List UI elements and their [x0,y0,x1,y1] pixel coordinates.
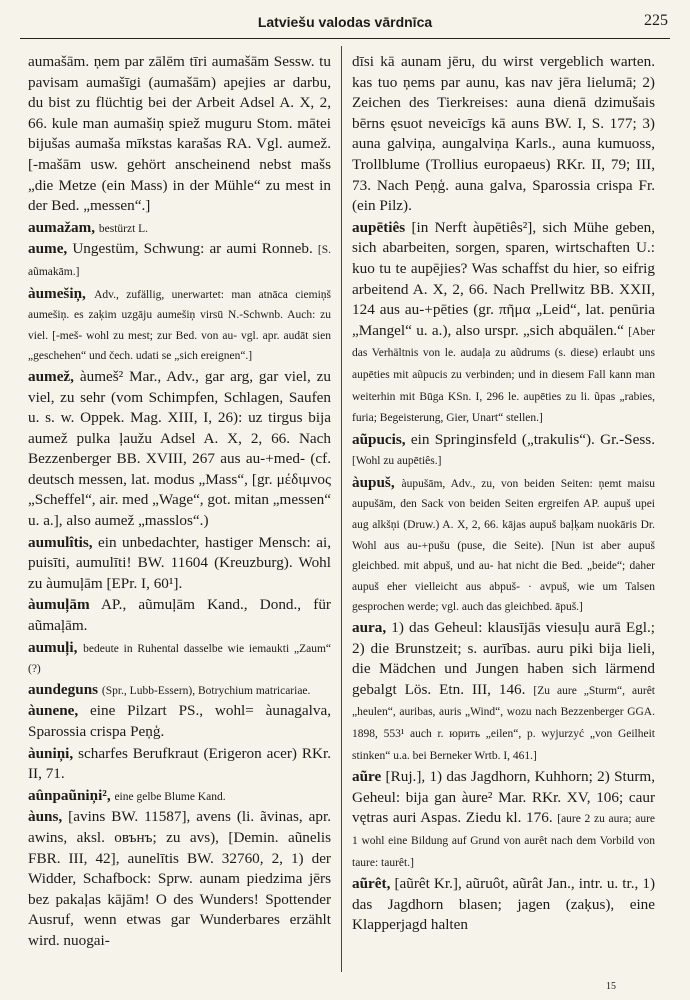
signature-mark: 15 [606,981,616,992]
dictionary-entry [352,52,655,217]
entry-headword: aumažam, [28,218,96,236]
dictionary-entry [352,874,655,936]
entry-small-print: [Zu aure „Sturm“, aurêt „heulen“, auribas, auris „Wind“, wozu nach Bezzenberger GGA. 1898, 553¹ auch r. юрить „eilen“, p. wyjurzyć „von Geilheit stinken“ u.a. bei Berneker Wrtb. I, 461.] [352,684,655,762]
dictionary-entry [352,618,655,766]
entry-headword: àupuš, [352,473,395,491]
entry-text: [avins BW. 11587], avens (li. ãvinas, apr. awins, aksl. овънъ; zu avs), [Demin. aũnelis FBR. III, 42], aunelītis BW. 32760, 2, 1) der Widder, Schafbock: Sprw. aunam piedzima jērs bez pakaļas kājām! O des Wunders! Spottender Ausruf, wenn etwas gar Wunderbares erzählt wird. nuogai- [28,808,331,949]
dictionary-entry [352,430,655,472]
page-number: 225 [644,12,668,29]
entry-small-print: [S. aũmakām.] [28,244,331,278]
entry-headword: àumuļām [28,596,90,614]
entry-headword: aûnpaũniņi², [28,786,111,804]
entry-headword: aura, [352,619,387,637]
dictionary-entry [28,638,331,679]
dictionary-entry [28,52,331,217]
entry-headword: aũpucis, [352,430,406,448]
entry-small-print: bedeute in Ruhental dasselbe wie iemaukti „Zaum“ (?) [28,642,331,676]
entry-text: 1) das Geheul: klausījās viesuļu aurā Egl.; 2) die Brunstzeit; s. aurības. auru piki bija lieli, die Mädchen und Jungen haben sich lärmend gebalgt Lös. Etn. III, 146. [352,619,655,698]
dictionary-entry [28,680,331,701]
entry-headword: aũrêt, [352,875,391,893]
entry-headword: aupētiês [352,218,406,236]
dictionary-entry [352,218,655,429]
entry-text: àumeš² Mar., Adv., gar arg, gar viel, zu viel, zu sehr (vom Schimpfen, Schlagen, Saufen u. s. w. Oppek. Mag. XIII, I, 26): uz tirgus bija aumež pulka ļaužu Adsel A. X, 2, 66. Nach Bezzenberger BB. XVIII, 267 aus au-+med- (cf. deutsch messen, lat. modus „Mass“, [gr. μέδιμνος „Scheffel“, air. med „Wage“, got. mitan „messen“ u. a.], also aumež „masslos“.) [28,367,331,530]
dictionary-entry [28,218,331,239]
entry-small-print: eine gelbe Blume Kand. [114,790,226,803]
entry-headword: aũre [352,768,382,786]
dictionary-entry [28,284,331,366]
dictionary-entry [352,473,655,617]
entry-headword: aundeguns [28,680,99,698]
entry-headword: àunene, [28,702,79,720]
entry-text: aumašām. ņem par zālēm tīri aumašām Sessw. tu pavisam aumašīgi (aumašām) apejies ar darbu, du bist zu flüchtig bei der Arbeit Adsel A. X, 2, 66. kule man aumašiņ spiež muguru Stom. mātei bijušas aumaša mīkstas karašas RA. Vgl. aumež. [-mašām usw. gehört anscheinend nebst mašs „die Metze (ein Mass) in der Mühle“ zu mest in der Bed. „messen“.] [28,53,331,215]
dictionary-entry [352,767,655,873]
dictionary-entry [28,701,331,742]
right-column [352,52,655,982]
entry-text: [Ruj.], 1) das Jagdhorn, Kuhhorn; 2) Sturm, Geheul: bija gan àure² Mar. RKr. XV, 106; caur vętras auri Aspas. Ziedu kl. 176. [352,768,655,827]
entry-small-print: [aure 2 zu aura; aure 1 wohl eine Bildung auf Grund von aurêt nach dem Vorbild von taure: taurêt.] [352,813,655,869]
entry-headword: aumulîtis, [28,533,93,551]
entry-small-print: [Aber das Verhältnis von le. audaļa zu aũdrums (s. diese) erlaubt uns aupēties mit aũpucis zu verbinden; und in diesem Fall kann man weiterhin mit Būga KSn. I, 296 le. aupēties zu li. ũpas „rabies, furia; Begeisterung, Gier, Unart“ stellen.] [352,325,655,425]
dictionary-entry [28,533,331,595]
entry-headword: aume, [28,240,68,258]
entry-small-print: [Wohl zu aupētiês.] [352,455,442,468]
entry-headword: àumešiņ, [28,284,86,302]
entry-headword: àuns, [28,808,63,826]
entry-text: AP., aũmuļām Kand., Dond., für aũmaļām. [28,596,331,635]
dictionary-entry [28,744,331,785]
entry-text: ein Springinsfeld („trakulis“). Gr.-Sess. [410,430,655,448]
dictionary-entry [28,807,331,951]
column-divider [341,46,342,972]
dictionary-entry [28,367,331,532]
entry-text: Ungestüm, Schwung: ar aumi Ronneb. [72,240,313,258]
page-header [20,12,670,39]
entry-text: [in Nerft àupētiês²], sich Mühe geben, sich abarbeiten, sorgen, sparen, wirtschaften U.: kuo tu te aupējies? Was schaffst du hier, so eifrig arbeitend A. X, 2, 66. Nach Prellwitz BB. XXII, 124 aus au-+pēties (gr. πῆμα „Leid“, lat. penūria „Mangel“ u. a.), also urspr. „sich abquälen.“ [352,218,655,339]
dictionary-entry [28,239,331,282]
entry-text: eine Pilzart PS., wohl= àunagalva, Sparossia crispa Peņģ. [28,702,331,740]
entry-text: dīsi kā aunam jēru, du wirst vergeblich warten. kas tuo ņems par aunu, kas nav jēra lielumā; 2) Zeichen des Tierkreises: auna dienā dzimušais bērns ęsuot neveicīgs kā auns BW. I, S. 177; 3) auna galviņa, aungalviņa Karls., auna kumuoss, Trollblume (Trollius europaeus) RKr. II, 79; III, 73. Nach Peņģ. auna galva, Sparossia crispa Fr. (ein Pilz). [352,53,655,215]
dictionary-entry [28,595,331,636]
entry-small-print: (Spr., Lubb-Essern), Botrychium matricariae. [101,684,311,697]
running-title: Latviešu valodas vārdnīca [257,14,433,30]
entry-headword: aumež, [28,367,74,385]
left-column [28,52,331,982]
entry-small-print: Adv., zufällig, unerwartet: man atnāca ciemiņš aumešiņ. es zaķim uzgāju aumešiņ virsū N.-Schwnb. Auch: zu viel. [-meš- wohl zu mest; zur Bed. von au- vgl. apr. audāt sien „geschehen“ und čech. udati se „sich ereignen“.] [28,288,331,363]
entry-small-print: bestürzt L. [98,222,149,235]
entry-headword: aumuļi, [28,638,78,656]
dictionary-entry [28,786,331,807]
entry-small-print: àupušām, Adv., zu, von beiden Seiten: ņemt maisu aupušām, den Sack von beiden Seiten ergreifen AP. aupuš upei aug alkšņi (Druw.) A. X, 2, 66. kājas aupuš baļķam nuokāris Dr. Wohl aus au-+pušu (puse, die Seite). [Nun ist aber aupuš gleichbed. mit abpuš, und au- hat nicht die Bed. „beide“; daher aupuš eher vielleicht aus abpuš- · avpuš, wie um Talsen gesprochen werde; vgl. auch das gleichbed. āpuš.] [352,477,655,614]
entry-text: scharfes Berufkraut (Erigeron acer) RKr. II, 71. [28,744,331,783]
entry-text: ein unbedachter, hastiger Mensch: ai, puisīti, aumulīti! BW. 11604 (Kreuzburg). Wohl zu àumuļām [EPr. I, 60¹]. [28,533,331,592]
entry-text: [aũrêt Kr.], aũruôt, aũrât Jan., intr. u. tr., 1) das Jagdhorn blasen; jagen (zaķus), eine Klapperjagd halten [352,875,655,934]
entry-headword: àuniņi, [28,744,74,762]
